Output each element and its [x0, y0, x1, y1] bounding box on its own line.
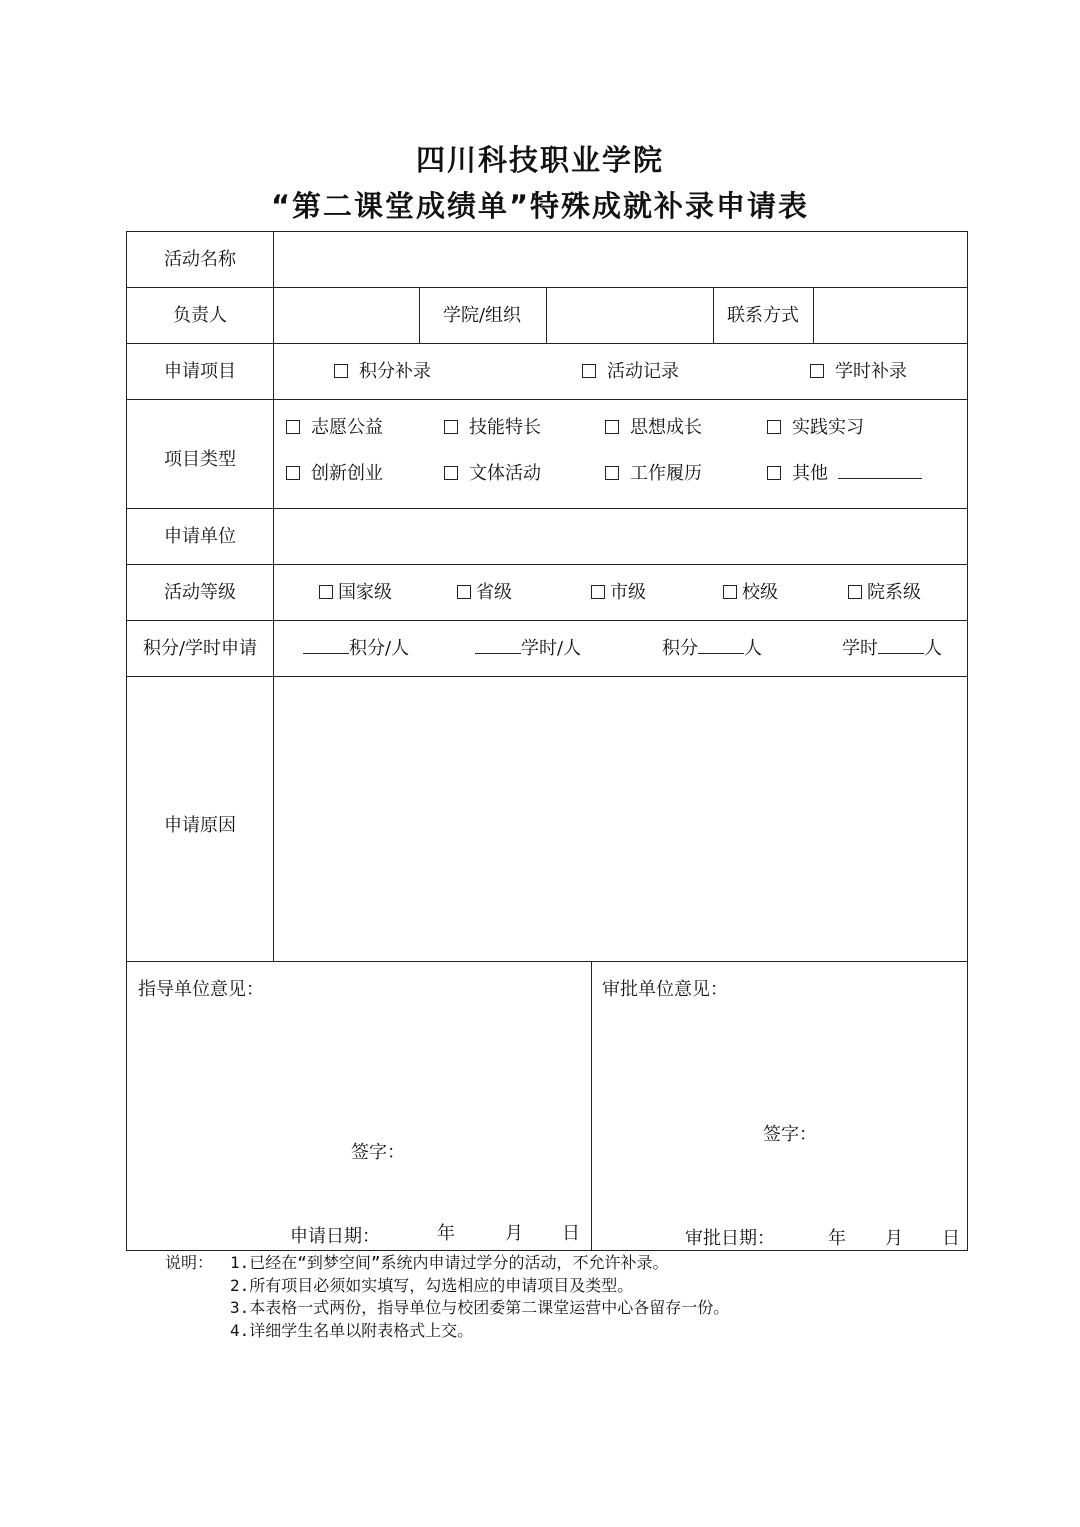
approve-date-month: 月: [885, 1228, 903, 1249]
label-reason: 申请原因: [164, 815, 236, 836]
label-score-apply: 积分/学时申请: [142, 638, 258, 659]
note-2: 2.所有项目必须如实填写，勾选相应的申请项目及类型。: [230, 1276, 634, 1295]
guide-opinion-label: 指导单位意见：: [138, 979, 264, 1000]
guide-sign-label: 签字：: [351, 1142, 405, 1163]
note-4: 4.详细学生名单以附表格式上交。: [230, 1321, 474, 1340]
level-school[interactable]: 校级: [723, 584, 778, 602]
label-college: 学院/组织: [442, 305, 522, 326]
score-people[interactable]: 积分 人: [662, 638, 762, 659]
option-hours-supplement[interactable]: 学时补录: [810, 363, 907, 381]
label-apply-item: 申请项目: [164, 361, 236, 382]
label-project-type: 项目类型: [164, 449, 236, 470]
note-3: 3.本表格一式两份，指导单位与校团委第二课堂运营中心各留存一份。: [230, 1298, 730, 1317]
option-score-supplement[interactable]: 积分补录: [334, 363, 431, 381]
other-blank[interactable]: [838, 477, 922, 479]
checkbox-icon: [810, 364, 824, 378]
score-blank[interactable]: [303, 652, 349, 654]
level-city[interactable]: 市级: [591, 584, 646, 602]
checkbox-icon: [605, 420, 619, 434]
label-contact: 联系方式: [727, 305, 799, 326]
approve-sign-label: 签字：: [763, 1124, 817, 1145]
type-other[interactable]: 其他: [767, 465, 922, 483]
type-skill[interactable]: 技能特长: [444, 419, 541, 437]
type-innovation[interactable]: 创新创业: [286, 465, 383, 483]
hours-people[interactable]: 学时 人: [842, 638, 942, 659]
type-practice[interactable]: 实践实习: [767, 419, 864, 437]
school-title: 四川科技职业学院: [415, 143, 664, 177]
type-thought[interactable]: 思想成长: [605, 419, 702, 437]
approve-opinion-label: 审批单位意见：: [602, 979, 728, 1000]
checkbox-icon: [767, 420, 781, 434]
checkbox-icon: [848, 585, 862, 599]
option-activity-record[interactable]: 活动记录: [582, 363, 679, 381]
hours-people-blank[interactable]: [878, 652, 924, 654]
approve-date-year: 年: [828, 1228, 846, 1249]
type-culture[interactable]: 文体活动: [444, 465, 541, 483]
approve-date-day: 日: [942, 1228, 960, 1249]
checkbox-icon: [767, 466, 781, 480]
apply-date-day: 日: [562, 1223, 580, 1244]
label-person-in-charge: 负责人: [173, 305, 227, 326]
label-activity-name: 活动名称: [164, 249, 236, 270]
checkbox-icon: [286, 420, 300, 434]
checkbox-icon: [457, 585, 471, 599]
note-1: 1.已经在“到梦空间”系统内申请过学分的活动，不允许补录。: [230, 1253, 669, 1272]
checkbox-icon: [334, 364, 348, 378]
checkbox-icon: [319, 585, 333, 599]
apply-date-year: 年: [437, 1223, 455, 1244]
checkbox-icon: [444, 466, 458, 480]
level-provincial[interactable]: 省级: [457, 584, 512, 602]
approve-date-label: 审批日期：: [685, 1228, 775, 1249]
form-title: “第二课堂成绩单”特殊成就补录申请表: [270, 189, 810, 223]
label-activity-level: 活动等级: [164, 582, 236, 603]
type-work[interactable]: 工作履历: [605, 465, 702, 483]
checkbox-icon: [605, 466, 619, 480]
level-department[interactable]: 院系级: [848, 584, 921, 602]
score-people-blank[interactable]: [698, 652, 744, 654]
checkbox-icon: [286, 466, 300, 480]
label-apply-unit: 申请单位: [164, 526, 236, 547]
notes-prefix: 说明：: [165, 1253, 214, 1272]
checkbox-icon: [591, 585, 605, 599]
level-national[interactable]: 国家级: [319, 584, 392, 602]
type-volunteer[interactable]: 志愿公益: [286, 419, 383, 437]
apply-date-month: 月: [505, 1223, 523, 1244]
checkbox-icon: [582, 364, 596, 378]
checkbox-icon: [723, 585, 737, 599]
score-per-person[interactable]: 积分/人: [303, 640, 409, 658]
hours-blank[interactable]: [475, 652, 521, 654]
checkbox-icon: [444, 420, 458, 434]
hours-per-person[interactable]: 学时/人: [475, 640, 581, 658]
apply-date-label: 申请日期：: [290, 1226, 380, 1247]
